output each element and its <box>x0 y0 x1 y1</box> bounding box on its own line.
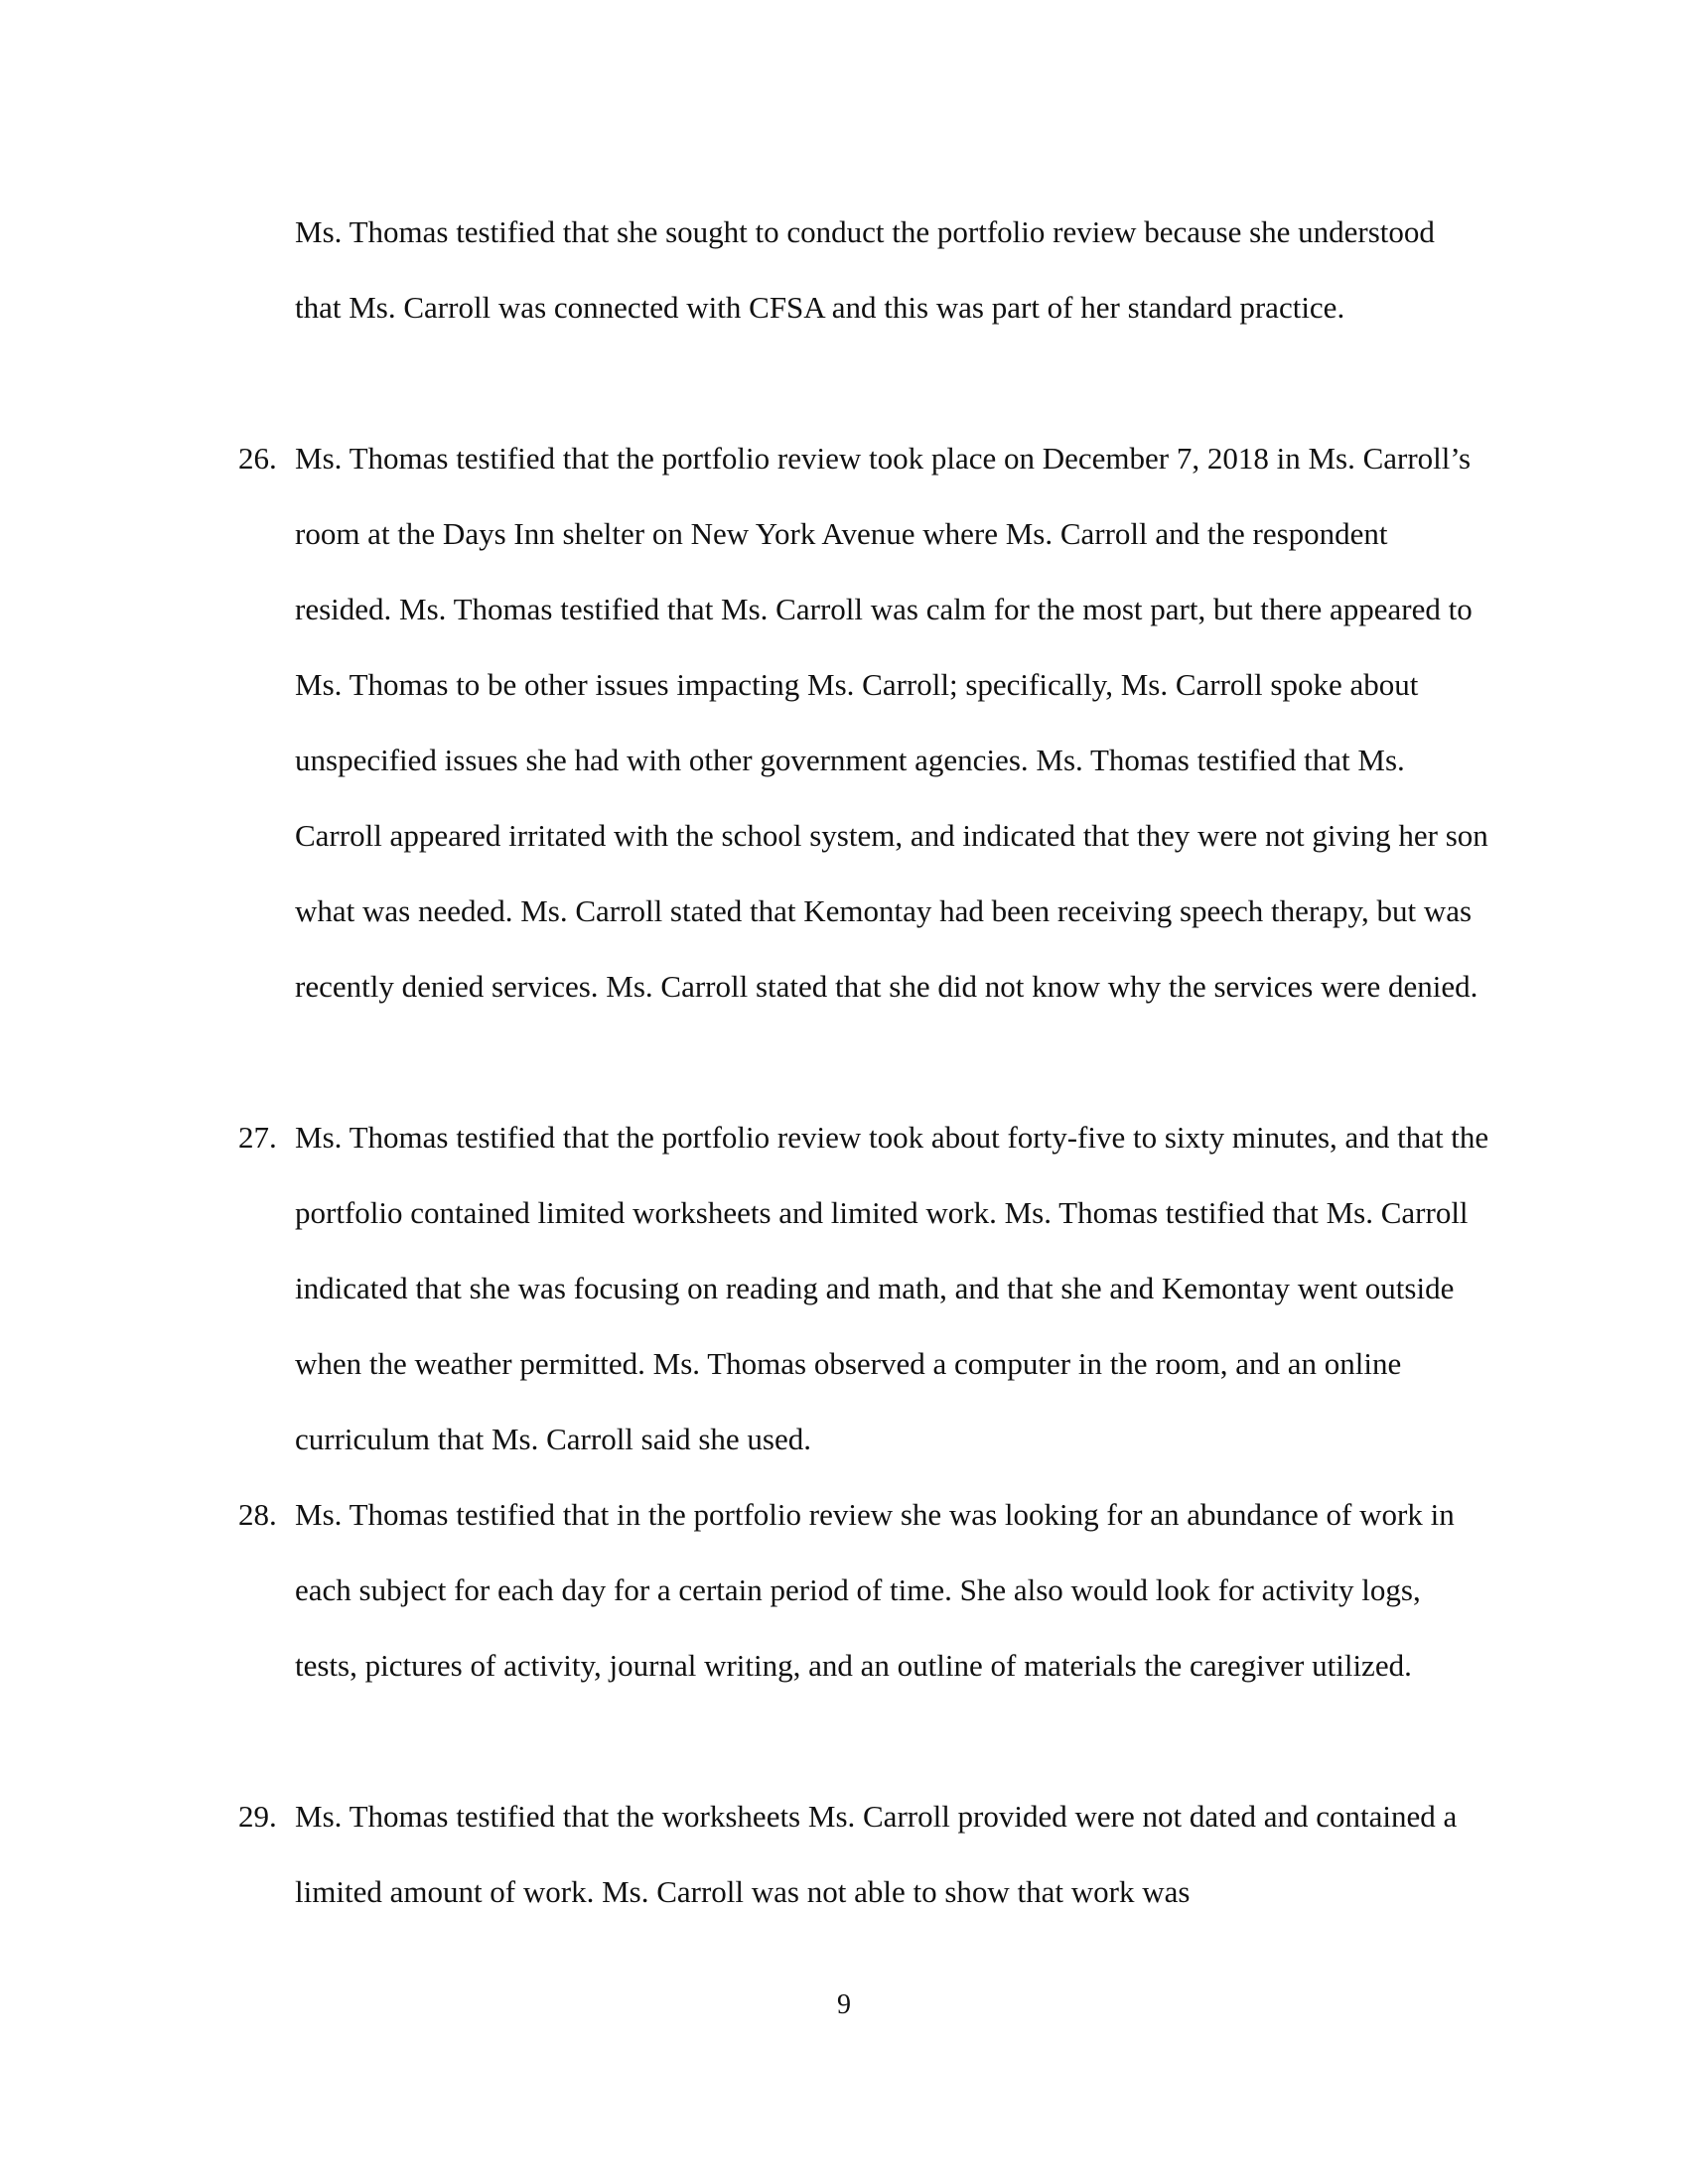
paragraph-text: Ms. Thomas testified that the worksheets Ms. Carroll provided were not dated and contained a limited amount of work. Ms. Carroll was not able to show that work was <box>295 1799 1458 1909</box>
paragraph-number: 26. <box>238 441 277 476</box>
paragraph-text: Ms. Thomas testified that the portfolio review took place on December 7, 2018 in Ms. Carroll’s room at the Days Inn shelter on New York Avenue where Ms. Carroll and the respondent resided. Ms. Thomas testified that Ms. Carroll was calm for the most part, but there appeared to Ms. Thomas to be other issues impacting Ms. Carroll; specifically, Ms. Carroll spoke about unspecified issues she had with other government agencies. Ms. Thomas testified that Ms. Carroll appeared irritated with the school system, and indicated that they were not giving her son what was needed. Ms. Carroll stated that Kemontay had been receiving speech therapy, but was recently denied services. Ms. Carroll stated that she did not know why the services were denied. <box>295 441 1488 1004</box>
numbered-paragraph-29 <box>238 1779 1489 1930</box>
paragraph-text: Ms. Thomas testified that in the portfolio review she was looking for an abundance of work in each subject for each day for a certain period of time. She also would look for activity logs, tests, pictures of activity, journal writing, and an outline of materials the caregiver utilized. <box>295 1497 1455 1683</box>
paragraph-number: 28. <box>238 1497 277 1532</box>
numbered-paragraph-27 <box>238 1100 1489 1477</box>
page-number: 9 <box>837 1989 851 2020</box>
numbered-paragraph-26 <box>238 421 1489 1024</box>
numbered-paragraph-28 <box>238 1477 1489 1704</box>
paragraph-text: Ms. Thomas testified that the portfolio review took about forty-five to sixty minutes, and that the portfolio contained limited worksheets and limited work. Ms. Thomas testified that Ms. Carroll indicated that she was focusing on reading and math, and that she and Kemontay went outside when the weather permitted. Ms. Thomas observed a computer in the room, and an online curriculum that Ms. Carroll said she used. <box>295 1120 1489 1456</box>
paragraph-number: 29. <box>238 1799 277 1834</box>
paragraph-number: 27. <box>238 1120 277 1155</box>
continuation-paragraph: Ms. Thomas testified that she sought to conduct the portfolio review because she understood that Ms. Carroll was connected with CFSA and this was part of her standard practice. <box>295 214 1435 325</box>
